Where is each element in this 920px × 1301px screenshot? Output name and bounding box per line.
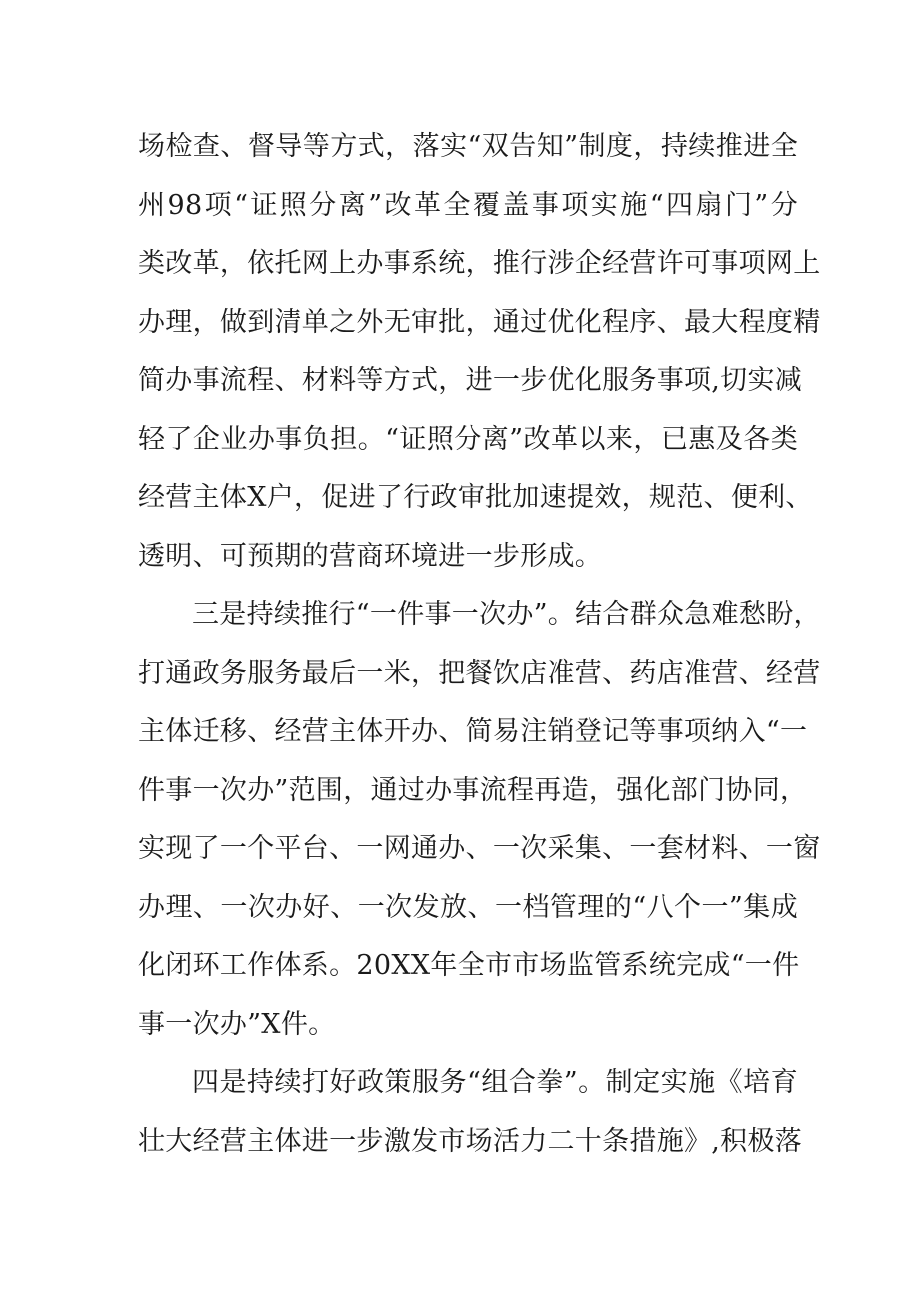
- paragraph-1-line-2: 州98项“证照分离”改革全覆盖事项实施“四扇门”分: [138, 189, 798, 221]
- paragraph-2-line-7: 化闭环工作体系。20XX年全市市场监管系统完成“一件: [138, 950, 800, 981]
- paragraph-1-line-5: 简办事流程、材料等方式，进一步优化服务事项,切实减: [138, 365, 803, 396]
- paragraph-3-line-2: 壮大经营主体进一步激发市场活力二十条措施》,积极落: [138, 1125, 803, 1157]
- paragraph-3-line-1: 四是持续打好政策服务“组合拳”。制定实施《培育: [192, 1067, 798, 1098]
- paragraph-2-line-1: 三是持续推行“一件事一次办”。结合群众急难愁盼，: [192, 599, 821, 630]
- paragraph-1-line-7: 经营主体X户，促进了行政审批加速提效，规范、便利、: [138, 482, 813, 513]
- paragraph-2-line-8: 事一次办”X件。: [138, 1008, 336, 1040]
- paragraph-2-line-5: 实现了一个平台、一网通办、一次采集、一套材料、一窗: [138, 833, 821, 864]
- paragraph-2-line-4: 件事一次办”范围，通过办事流程再造，强化部门协同，: [138, 774, 808, 806]
- paragraph-1-line-1: 场检查、督导等方式，落实“双告知”制度，持续推进全: [138, 131, 798, 162]
- document-body: [138, 118, 821, 1171]
- paragraph-1-line-8: 透明、可预期的营商环境进一步形成。: [138, 540, 603, 572]
- paragraph-2-line-6: 办理、一次办好、一次发放、一档管理的“八个一”集成: [138, 891, 798, 923]
- paragraph-1-line-6: 轻了企业办事负担。“证照分离”改革以来，已惠及各类: [138, 423, 798, 455]
- paragraph-1-line-4: 办理，做到清单之外无审批，通过优化程序、最大程度精: [138, 306, 821, 338]
- paragraph-2-line-2: 打通政务服务最后一米，把餐饮店准营、药店准营、经营: [138, 657, 821, 689]
- paragraph-1-line-3: 类改革，依托网上办事系统，推行涉企经营许可事项网上: [138, 248, 821, 279]
- paragraph-2-line-3: 主体迁移、经营主体开办、简易注销登记等事项纳入“一: [138, 716, 808, 747]
